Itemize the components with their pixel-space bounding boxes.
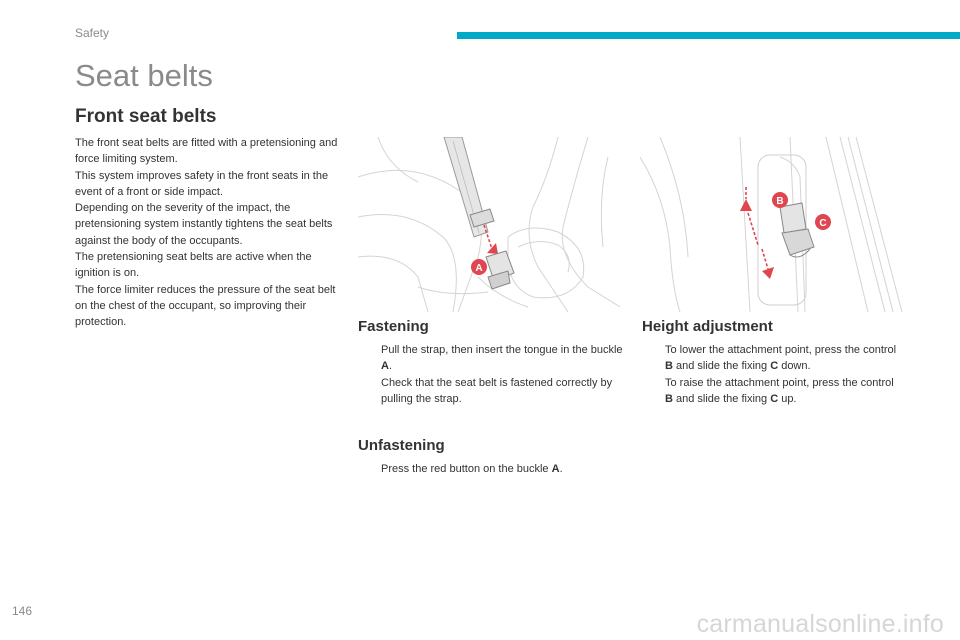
fixing-ref: C [770,392,779,405]
fastening-step-2-text: Check that the seat belt is fastened correctly by pulling the strap. [381,376,613,405]
fastening-step-2 [358,375,626,408]
height-adjustment-heading: Height adjustment [642,318,773,335]
intro-paragraph-4: The pretensioning seat belts are active when the ignition is on. [75,251,312,280]
height-step-1-text: To lower the attachment point, press the control [665,344,897,356]
page-title: Seat belts [75,58,213,93]
height-step-2 [642,375,904,408]
unfastening-step-1 [358,461,626,477]
height-step-1-text-3: down. [778,360,811,373]
buckle-illustration [358,137,620,312]
fastening-heading: Fastening [358,318,429,335]
period: . [388,360,393,373]
height-step-1-text-2: and slide the fixing [672,360,771,373]
section-subtitle: Front seat belts [75,106,217,127]
intro-paragraph-2: This system improves safety in the front seats in the event of a front or side impact. [75,169,329,198]
marker-a: A [475,263,483,274]
fastening-step-1 [358,342,626,375]
intro-paragraph-1: The front seat belts are fitted with a pretensioning and force limiting system. [75,137,338,166]
marker-c: C [819,218,827,229]
control-ref: B [665,392,673,405]
intro-paragraph-5: The force limiter reduces the pressure of the seat belt on the chest of the occupant, so improving their protection. [75,283,336,329]
marker-b: B [776,196,784,207]
intro-paragraph-3: Depending on the severity of the impact, the pretensioning system instantly tightens the seat belts against the body of the occupants. [75,202,333,247]
unfastening-steps [358,461,626,477]
header-accent-bar [457,32,960,39]
unfastening-step-1-text: Press the red button on the buckle [381,463,552,475]
fastening-steps [358,342,626,407]
period: . [559,463,563,475]
section-label: Safety [75,26,110,40]
unfastening-heading: Unfastening [358,437,445,454]
control-ref: B [665,360,673,373]
page-number: 146 [12,604,33,618]
intro-text [75,135,343,331]
fastening-step-1-text: Pull the strap, then insert the tongue in the buckle [381,344,623,356]
height-step-2-text-2: and slide the fixing [672,392,771,405]
height-step-1 [642,342,904,375]
fixing-ref: C [770,360,779,373]
height-step-2-text: To raise the attachment point, press the control [665,376,894,389]
height-adjustment-steps [642,342,904,407]
watermark-text[interactable]: carmanualsonline.info [696,610,944,638]
height-step-2-text-3: up. [778,392,797,405]
buckle-ref: A [381,360,389,373]
buckle-ref: A [551,463,560,475]
height-adjuster-illustration [640,137,905,312]
